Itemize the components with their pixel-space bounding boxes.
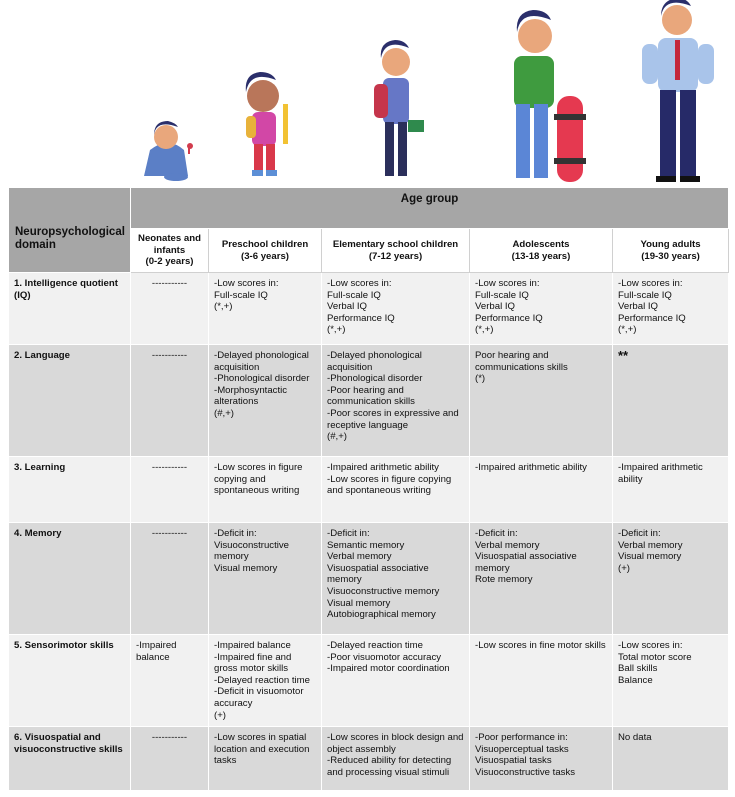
- table-row: [9, 523, 729, 635]
- finding-cell: [322, 457, 470, 523]
- finding-line: No data: [618, 732, 652, 744]
- finding-line: Poor hearing and communications skills: [475, 350, 568, 373]
- group-header-young-adults: Young adults (19-30 years): [613, 229, 729, 273]
- finding-line: Full-scale IQ: [327, 289, 381, 301]
- domain-cell: 1. Intelligence quotient (IQ): [9, 273, 131, 345]
- finding-cell: [613, 727, 729, 791]
- domain-cell: 4. Memory: [9, 523, 131, 635]
- finding-line: Visuoconstructive tasks: [475, 766, 576, 778]
- finding-line: -Impaired balance: [214, 640, 291, 651]
- finding-line: Full-scale IQ: [618, 289, 672, 301]
- finding-cell: [209, 273, 322, 345]
- finding-line: Ball skills: [618, 663, 658, 675]
- school-child-figure: [374, 40, 424, 176]
- finding-line: Verbal memory: [618, 539, 683, 551]
- finding-line: Visuospatial associative memory: [475, 551, 580, 574]
- group-header-neonates: Neonates and infants (0-2 years): [131, 229, 209, 273]
- finding-line: -Delayed reaction time: [214, 674, 310, 686]
- finding-cell: [322, 345, 470, 457]
- infant-figure: [142, 121, 194, 183]
- finding-cell: [209, 635, 322, 727]
- finding-line: Rote memory: [475, 574, 533, 586]
- finding-line: -Low scores in:: [618, 640, 683, 651]
- neuropsych-table: [8, 187, 729, 791]
- finding-line: (*,+): [327, 324, 346, 336]
- finding-cell: [470, 523, 613, 635]
- finding-line: (+): [214, 709, 226, 721]
- young-adult-figure: [642, 0, 714, 182]
- finding-line: -Delayed phonological acquisition: [214, 350, 312, 373]
- finding-cell: [209, 523, 322, 635]
- finding-line: (*,+): [475, 324, 494, 336]
- finding-line: Total motor score: [618, 651, 692, 663]
- age-group-header: Age group: [131, 188, 729, 229]
- finding-cell: [470, 273, 613, 345]
- finding-cell: [613, 457, 729, 523]
- finding-line: (*): [475, 373, 486, 385]
- finding-line: Performance IQ: [475, 312, 543, 324]
- finding-cell: [613, 273, 729, 345]
- finding-line: Visuoperceptual tasks: [475, 743, 569, 755]
- group-header-elementary: Elementary school children (7-12 years): [322, 229, 470, 273]
- finding-line: Verbal IQ: [618, 301, 658, 313]
- finding-line: Verbal memory: [327, 551, 392, 563]
- finding-line: -Phonological disorder: [327, 373, 423, 385]
- finding-line: Verbal IQ: [475, 301, 515, 313]
- finding-line: **: [618, 348, 629, 363]
- finding-line: -Impaired arithmetic ability: [327, 462, 439, 473]
- finding-line: -Deficit in:: [475, 528, 518, 539]
- age-group-illustration: [0, 0, 735, 187]
- finding-line: -Poor visuomotor accuracy: [327, 651, 442, 663]
- domain-cell: 6. Visuospatial and visuoconstructive skills: [9, 727, 131, 791]
- finding-line: Visual memory: [618, 551, 682, 563]
- finding-cell: [322, 727, 470, 791]
- finding-cell: [613, 635, 729, 727]
- group-header-preschool: Preschool children (3-6 years): [209, 229, 322, 273]
- finding-cell: [131, 523, 209, 635]
- finding-line: -Low scores in:: [618, 278, 683, 289]
- finding-line: -Phonological disorder: [214, 373, 310, 385]
- finding-line: -Poor hearing and communication skills: [327, 384, 415, 408]
- finding-cell: [131, 273, 209, 345]
- finding-line: Full-scale IQ: [214, 289, 268, 301]
- finding-line: -Low scores in:: [214, 278, 279, 289]
- finding-cell: [470, 457, 613, 523]
- finding-cell: [470, 727, 613, 791]
- finding-line: Balance: [618, 674, 653, 686]
- finding-line: -Delayed phonological acquisition: [327, 350, 425, 373]
- domain-cell: 3. Learning: [9, 457, 131, 523]
- table-row: [9, 345, 729, 457]
- finding-line: (*,+): [618, 324, 637, 336]
- finding-line: -----------: [151, 732, 188, 744]
- finding-cell: [131, 345, 209, 457]
- finding-line: Performance IQ: [618, 312, 686, 324]
- table-row: [9, 727, 729, 791]
- table-row: [9, 273, 729, 345]
- finding-line: -Poor scores in expressive and receptive language: [327, 407, 462, 431]
- finding-line: -Impaired motor coordination: [327, 663, 450, 675]
- domain-cell: 5. Sensorimotor skills: [9, 635, 131, 727]
- adolescent-figure: [514, 10, 586, 182]
- finding-line: -----------: [151, 462, 188, 473]
- finding-line: Visual memory: [327, 597, 391, 609]
- table-row: [9, 457, 729, 523]
- finding-line: -Deficit in visuomotor accuracy: [214, 686, 307, 709]
- finding-line: -Impaired balance: [136, 640, 180, 663]
- finding-cell: [613, 345, 729, 457]
- finding-line: -Morphosyntactic alterations: [214, 384, 290, 408]
- finding-line: -Impaired fine and gross motor skills: [214, 651, 294, 675]
- finding-line: -----------: [151, 350, 188, 361]
- finding-line: -Low scores in figure copying and spontaneous writing: [327, 473, 454, 497]
- finding-cell: [131, 727, 209, 791]
- finding-line: -Poor performance in:: [475, 732, 568, 744]
- finding-line: Visuospatial associative memory: [327, 562, 432, 586]
- finding-line: Verbal memory: [475, 539, 540, 551]
- domain-cell: 2. Language: [9, 345, 131, 457]
- finding-cell: [209, 457, 322, 523]
- finding-line: -Deficit in:: [327, 528, 370, 539]
- finding-line: Full-scale IQ: [475, 289, 529, 301]
- finding-line: -Deficit in:: [618, 528, 661, 539]
- finding-line: Visuoconstructive memory: [214, 539, 292, 563]
- group-header-adolescents: Adolescents (13-18 years): [470, 229, 613, 273]
- finding-line: (#,+): [214, 407, 234, 419]
- finding-line: -----------: [151, 528, 188, 539]
- finding-cell: [322, 635, 470, 727]
- table-body: [9, 273, 729, 791]
- finding-line: -Impaired arithmetic ability: [618, 462, 706, 485]
- finding-cell: [209, 345, 322, 457]
- finding-line: -Reduced ability for detecting and processing visual stimuli: [327, 755, 454, 778]
- finding-line: -Low scores in:: [475, 278, 540, 289]
- finding-cell: [470, 635, 613, 727]
- finding-line: Visual memory: [214, 562, 278, 574]
- finding-line: -Low scores in figure copying and spontaneous writing: [214, 462, 306, 497]
- finding-line: (*,+): [214, 301, 233, 313]
- finding-line: -Low scores in spatial location and execution tasks: [214, 732, 313, 767]
- finding-line: (#,+): [327, 431, 347, 443]
- finding-line: Semantic memory: [327, 539, 405, 551]
- finding-cell: [131, 635, 209, 727]
- finding-cell: [322, 273, 470, 345]
- domain-column-header: Neuropsychological domain: [9, 188, 131, 273]
- finding-cell: [131, 457, 209, 523]
- finding-line: Performance IQ: [327, 312, 395, 324]
- finding-line: Autobiographical memory: [327, 609, 436, 621]
- finding-line: -----------: [151, 278, 188, 289]
- finding-cell: [613, 523, 729, 635]
- finding-line: Visuospatial tasks: [475, 755, 552, 767]
- finding-cell: [322, 523, 470, 635]
- finding-line: -Impaired arithmetic ability: [475, 462, 587, 473]
- table-row: [9, 635, 729, 727]
- preschool-figure: [246, 72, 288, 176]
- finding-cell: [470, 345, 613, 457]
- finding-line: Visuoconstructive memory: [327, 585, 440, 597]
- finding-line: -Low scores in:: [327, 278, 392, 289]
- finding-line: -Deficit in:: [214, 528, 257, 539]
- finding-cell: [209, 727, 322, 791]
- finding-line: -Low scores in block design and object assembly: [327, 732, 467, 755]
- finding-line: (+): [618, 562, 630, 574]
- finding-line: -Delayed reaction time: [327, 640, 423, 651]
- finding-line: Verbal IQ: [327, 301, 367, 313]
- finding-line: -Low scores in fine motor skills: [475, 640, 606, 651]
